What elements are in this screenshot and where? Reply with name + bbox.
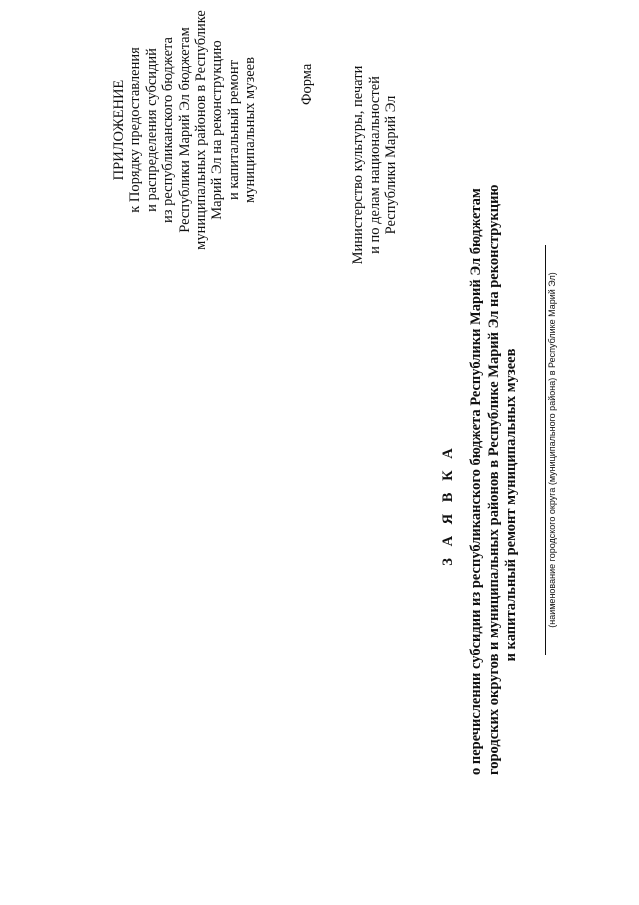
appendix-header <box>111 0 259 275</box>
appendix-line: Марий Эл на реконструкцию <box>209 40 226 220</box>
appendix-line: из республиканского бюджета <box>160 37 177 223</box>
document-title: З А Я В К А <box>440 444 456 566</box>
addressee-line: и по делам национальностей <box>366 76 383 254</box>
addressee-line: Республики Марий Эл <box>383 95 399 235</box>
subtitle-line: городских округов и муниципальных районов в Республике Марий Эл на реконструкцию <box>485 184 502 775</box>
document-subtitle <box>468 184 521 775</box>
appendix-line: и капитальный ремонт <box>225 60 242 200</box>
subtitle-line: и капитальный ремонт муниципальных музеев <box>503 348 519 662</box>
appendix-line: муниципальных районов в Республике <box>193 10 210 250</box>
appendix-line: Республики Марий Эл бюджетам <box>176 27 193 233</box>
addressee-line: Министерство культуры, печати <box>350 65 366 265</box>
appendix-line: муниципальных музеев <box>242 57 259 203</box>
subtitle-line: о перечислении субсидии из республиканского бюджета Республики Марий Эл бюджетам <box>468 188 484 775</box>
appendix-line: ПРИЛОЖЕНИЕ <box>111 79 127 181</box>
form-label: Форма <box>299 63 315 105</box>
addressee-block <box>350 50 400 280</box>
municipality-caption: (наименование городского округа (муниципального района) в Республике Марий Эл) <box>547 272 557 628</box>
appendix-line: к Порядку предоставления <box>127 47 144 213</box>
appendix-line: и распределения субсидий <box>143 48 160 212</box>
municipality-fill-line[interactable] <box>545 245 546 655</box>
